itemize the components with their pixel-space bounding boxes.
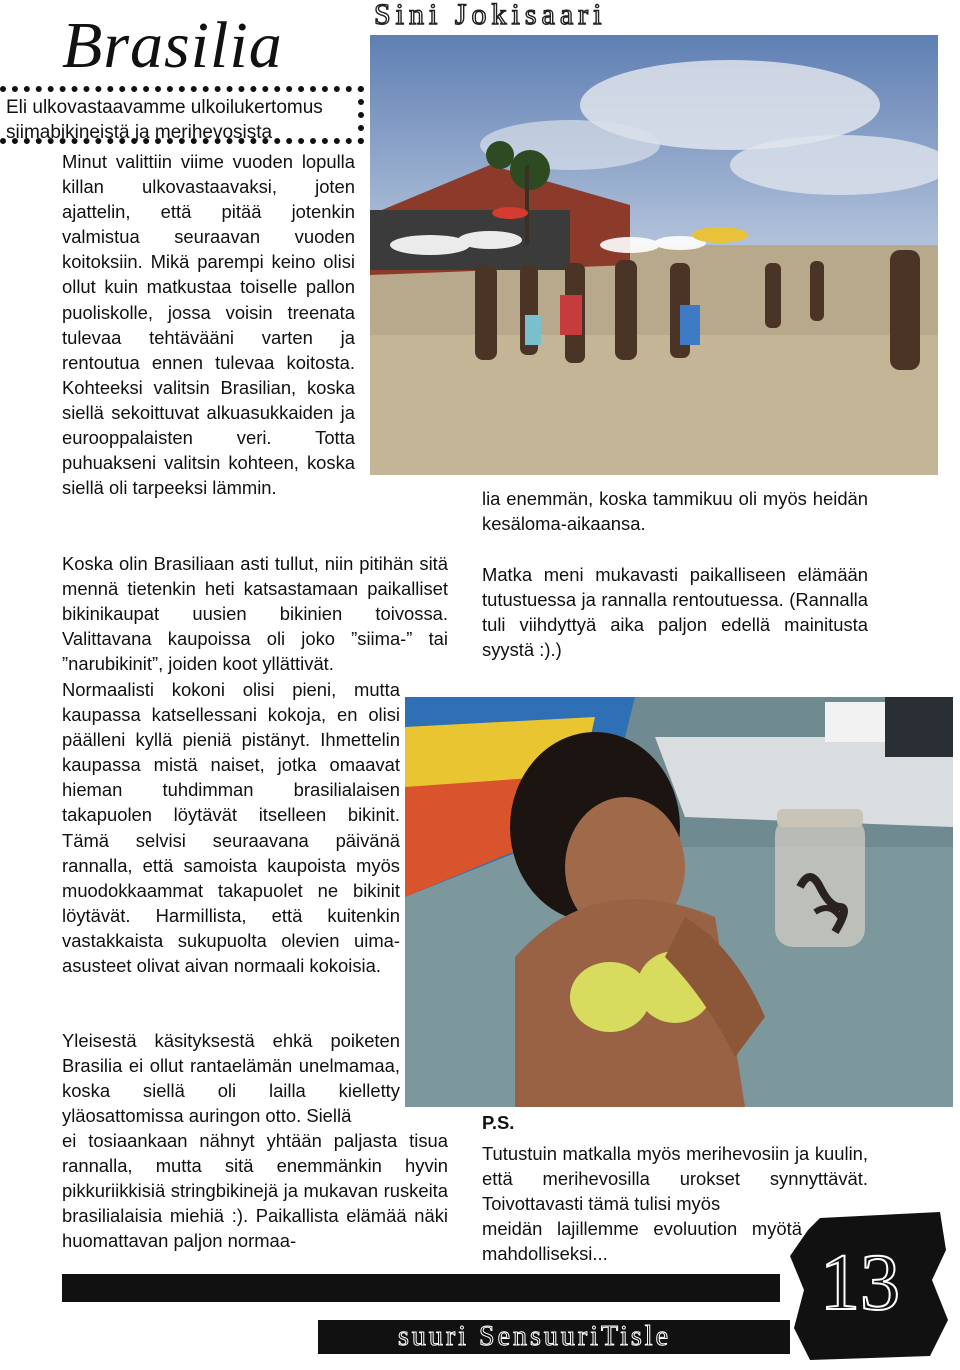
beach-photo (370, 35, 938, 475)
author-name: Sini Jokisaari (374, 0, 607, 31)
ps-label: P.S. (482, 1112, 515, 1133)
beach-photo-graphic (370, 35, 938, 475)
paragraph-sizes: Normaalisti kokoni olisi pieni, mutta kaupassa katsellessani kokoja, en olisi päälleni kyllä pieniä pistänyt. Ihmettelin kaupassa mistä naiset, jotka omaavat hieman tuhdimman brasilialaisen takapuolen löytävät itselleen bikinit. Tämä selvisi seuraavana päivänä rannalla, että samoista kaupoista myös muodokkaammat takapuolet ne bikinit löytävät. Harmillista, että kuitenkin vastakkaista sukupuolta olevien uima-asusteet olivat aivan normaali kokoisia. (62, 679, 400, 977)
paragraph-trip: Matka meni mukavasti paikalliseen elämään tutustuessa ja rannalla rentoutuessa. (Rannalla tuli viihdyttyä aika paljon edellä mainitusta syystä :).) (482, 564, 868, 661)
magazine-name: suuri SensuuriTisle (398, 1321, 672, 1352)
paragraph-ps-a: Tutustuin matkalla myös merihevosiin ja kuulin, että merihevosilla urokset synnyttävät. Toivottavasti tämä tulisi myös (482, 1143, 868, 1215)
paragraph-holiday: lia enemmän, koska tammikuu oli myös heidän kesäloma-aikaansa. (482, 488, 868, 535)
page-number-block (790, 1210, 950, 1360)
subtitle-line-2: siimabikineistä ja merihevosista (6, 122, 273, 143)
page-number: 13 (820, 1239, 900, 1327)
seahorse-photo-graphic (405, 697, 953, 1107)
footer-bar-top (62, 1274, 780, 1302)
paragraph-beach-life-a: Yleisestä käsityksestä ehkä poiketen Brasilia ei ollut rantaelämän unelmamaa, koska siellä oli lailla kielletty yläosattomissa auringon otto. Siellä (62, 1030, 400, 1127)
paragraph-beach-life-b: ei tosiaankaan nähnyt yhtään paljasta tisua rannalla, mutta sitä enemmänkin hyvin pikkuriikkisiä stringbikinejä ja mukavan ruskeita brasilialaisia miehiä :). Paikallista elämää näki huomattavan paljon normaa- (62, 1130, 448, 1252)
article-subtitle (0, 86, 364, 144)
paragraph-ps-b: meidän lajillemme evoluution myötä mahdolliseksi... (482, 1218, 802, 1265)
subtitle-line-1: Eli ulkovastaavamme ulkoilukertomus (6, 97, 323, 118)
paragraph-intro: Minut valittiin viime vuoden lopulla killan ulkovastaavaksi, joten ajattelin, että pitää jotenkin valmistua seuraavan vuoden koitoksiin. Mikä parempi keino olisi ollut kuin matkustaa toiselle pallon puoliskolle, jossa voisin treenata tulevaa tehtävääni varten ja rentoutua ennen tulevaa koitosta. Kohteeksi valitsin Brasilian, koska siellä sekoittuvat alkuasukkaiden ja eurooppalaisten veri. Totta puhuakseni valitsin kohteen, koska siellä oli tarpeeksi lämmin. (62, 151, 355, 499)
seahorse-jar-photo (405, 697, 953, 1107)
article-title: Brasilia (62, 9, 283, 82)
paragraph-bikini-shops: Koska olin Brasiliaan asti tullut, niin pitihän sitä mennä tietenkin heti katsastamaan paikalliset bikinikaupat uusien bikinien toivossa. Valittavana kaupoissa oli joko ”siima-” tai ”narubikinit”, joiden koot yllättivät. (62, 553, 448, 675)
